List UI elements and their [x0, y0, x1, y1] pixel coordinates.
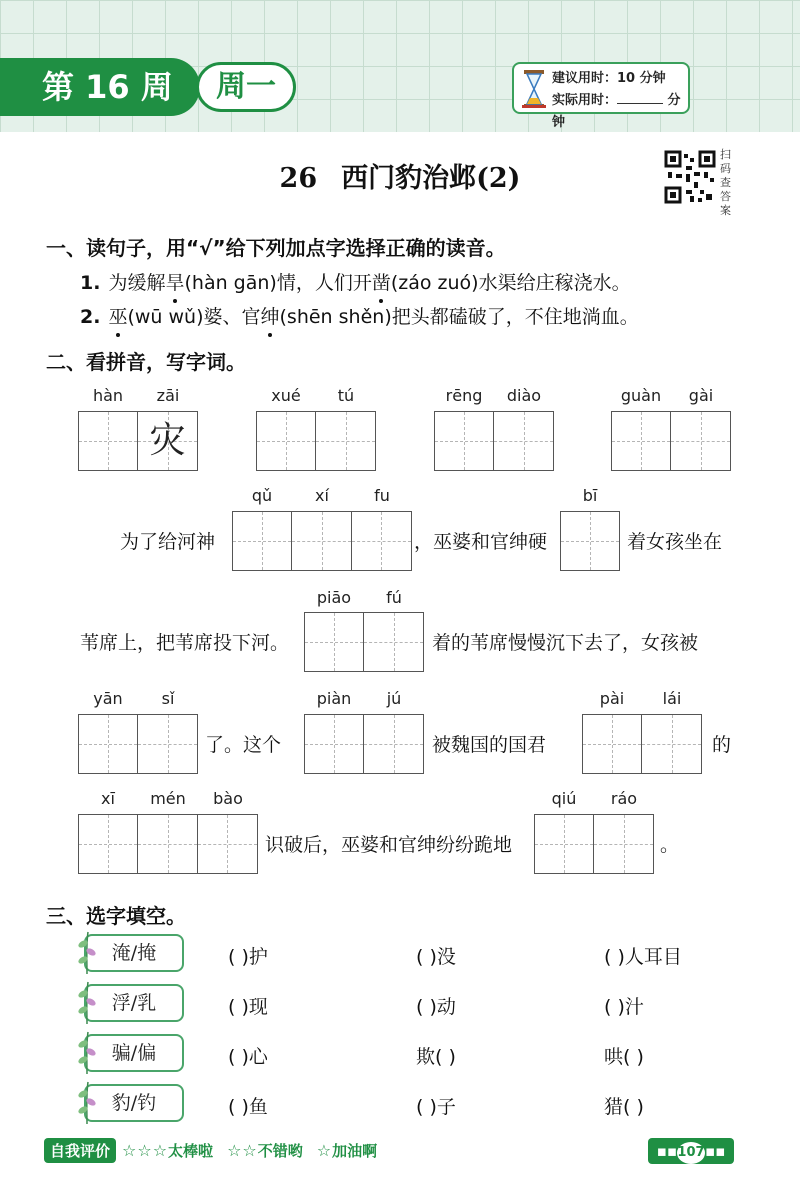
grid-cell[interactable]	[305, 715, 364, 773]
time-box	[512, 62, 690, 130]
writing-grid[interactable]	[78, 814, 258, 874]
week-label: 第 16 周	[0, 58, 200, 116]
grid-cell[interactable]	[352, 512, 411, 570]
fill-blank[interactable]: ( )子	[416, 1096, 456, 1118]
grid-cell[interactable]	[138, 815, 197, 873]
page-number: ▪▪107▪▪	[648, 1138, 734, 1164]
pinyin: guàn	[620, 386, 662, 405]
fill-blank[interactable]: ( )鱼	[228, 1096, 268, 1118]
actual-time-blank[interactable]	[617, 90, 663, 104]
lesson-title: 26 西门豹治邺(2)	[279, 163, 521, 194]
sentence-text: 了。这个	[205, 734, 282, 756]
filled-character: 灾	[149, 420, 186, 461]
grid-cell[interactable]	[257, 412, 316, 470]
grid-cell[interactable]	[594, 815, 653, 873]
grid-cell[interactable]	[612, 412, 671, 470]
sentence-text: 苇席上，把苇席投下河。	[80, 632, 290, 654]
pinyin: bào	[213, 789, 243, 808]
plant-icon	[76, 980, 98, 1024]
star-icon[interactable]: ☆	[316, 1140, 333, 1160]
pinyin: rēng	[445, 386, 483, 405]
pinyin: yān	[93, 689, 123, 708]
writing-grid[interactable]	[78, 714, 198, 774]
day-label: 周一	[196, 62, 296, 112]
grid-cell[interactable]	[494, 412, 553, 470]
writing-grid[interactable]	[534, 814, 654, 874]
sentence-text: 识破后，巫婆和官绅纷纷跪地	[265, 834, 513, 856]
grid-cell[interactable]	[79, 412, 138, 470]
pinyin: pài	[599, 689, 625, 708]
actual-time: 实际用时： 分钟	[552, 90, 688, 134]
fill-blank[interactable]: ( )没	[416, 946, 456, 968]
fill-blank[interactable]: ( )汁	[604, 996, 644, 1018]
writing-grid[interactable]	[232, 511, 412, 571]
pinyin: qǔ	[251, 486, 273, 505]
qr-label: 扫码查答案	[720, 148, 731, 217]
grid-cell[interactable]	[364, 715, 423, 773]
grid-cell[interactable]	[79, 715, 138, 773]
grid-cell[interactable]	[316, 412, 375, 470]
section1-title: 一、读句子，用“√”给下列加点字选择正确的读音。	[46, 236, 506, 260]
grid-cell[interactable]	[292, 512, 351, 570]
fill-blank[interactable]: 欺( )	[416, 1046, 456, 1068]
sentence-text: 着女孩坐在	[627, 531, 723, 553]
pinyin: piāo	[316, 588, 352, 607]
grid-cell[interactable]	[642, 715, 701, 773]
grid-cell[interactable]	[198, 815, 257, 873]
dotted-char: 巫	[108, 306, 128, 328]
fill-blank[interactable]: ( )心	[228, 1046, 268, 1068]
pinyin: sǐ	[161, 689, 175, 708]
sentence-text: ，巫婆和官绅硬	[414, 531, 548, 553]
grid-cell[interactable]	[583, 715, 642, 773]
section2-title: 二、看拼音，写字词。	[46, 350, 246, 374]
grid-cell[interactable]	[138, 715, 197, 773]
pinyin: piàn	[316, 689, 352, 708]
star-icon[interactable]: ☆☆☆	[122, 1140, 169, 1160]
dotted-char: 旱	[165, 272, 185, 294]
writing-grid[interactable]	[256, 411, 376, 471]
plant-icon	[76, 1080, 98, 1124]
char-option-box: 骗/偏	[84, 1034, 184, 1072]
pinyin: gài	[688, 386, 714, 405]
grid-cell[interactable]	[233, 512, 292, 570]
writing-grid[interactable]	[611, 411, 731, 471]
pinyin: xī	[101, 789, 115, 808]
writing-grid[interactable]	[304, 612, 424, 672]
pinyin: tú	[337, 386, 355, 405]
grid-cell[interactable]	[561, 512, 619, 570]
pinyin: fú	[386, 588, 402, 607]
grid-cell[interactable]	[79, 815, 138, 873]
sentence-text: 着的苇席慢慢沉下去了，女孩被	[432, 632, 699, 654]
pinyin: zāi	[156, 386, 180, 405]
writing-grid[interactable]	[304, 714, 424, 774]
hourglass-icon	[522, 70, 546, 108]
fill-blank[interactable]: ( )动	[416, 996, 456, 1018]
star-icon[interactable]: ☆☆	[227, 1140, 258, 1160]
pinyin: ráo	[610, 789, 638, 808]
dotted-char: 绅	[260, 306, 280, 328]
pinyin: lái	[662, 689, 682, 708]
sentence-text: 。	[660, 834, 680, 856]
fill-blank[interactable]: ( )护	[228, 946, 268, 968]
grid-cell[interactable]	[535, 815, 594, 873]
sentence-text: 的	[712, 734, 732, 756]
pinyin: xué	[271, 386, 301, 405]
dotted-char: 凿	[371, 272, 391, 294]
char-option-box: 浮/乳	[84, 984, 184, 1022]
fill-blank[interactable]: ( )人耳目	[604, 946, 682, 968]
pinyin: diào	[506, 386, 542, 405]
char-option-box: 豹/钓	[84, 1084, 184, 1122]
plant-icon	[76, 1030, 98, 1074]
writing-grid[interactable]	[78, 411, 198, 471]
pinyin: xí	[315, 486, 329, 505]
header-banner	[0, 0, 800, 132]
self-evaluation: 自我评价 ☆☆☆ 太棒啦 ☆☆ 不错哟 ☆ 加油啊	[44, 1138, 389, 1162]
qr-code-icon[interactable]	[664, 150, 716, 204]
pinyin: bī	[582, 486, 598, 505]
question-2: 2. 巫(wū wǔ)婆、官绅(shēn shěn)把头都磕破了，不住地淌血。	[80, 306, 639, 328]
grid-cell[interactable]	[435, 412, 494, 470]
fill-blank[interactable]: 猎( )	[604, 1096, 644, 1118]
writing-grid[interactable]	[434, 411, 554, 471]
grid-cell[interactable]	[305, 613, 364, 671]
sentence-text: 为了给河神	[120, 531, 216, 553]
writing-grid[interactable]	[560, 511, 620, 571]
pinyin: hàn	[92, 386, 124, 405]
plant-icon	[76, 930, 98, 974]
grid-cell[interactable]	[138, 412, 197, 470]
fill-blank[interactable]: ( )现	[228, 996, 268, 1018]
suggested-time: 建议用时：10 分钟	[552, 71, 666, 86]
fill-blank[interactable]: 哄( )	[604, 1046, 644, 1068]
pinyin: qiú	[551, 789, 577, 808]
pinyin: jú	[386, 689, 402, 708]
pinyin: fu	[374, 486, 390, 505]
section3-title: 三、选字填空。	[46, 904, 186, 928]
grid-cell[interactable]	[364, 613, 423, 671]
pinyin: mén	[150, 789, 186, 808]
char-option-box: 淹/掩	[84, 934, 184, 972]
writing-grid[interactable]	[582, 714, 702, 774]
self-eval-label: 自我评价	[44, 1138, 116, 1163]
question-1: 1. 为缓解旱(hàn gān)情，人们开凿(záo zuó)水渠给庄稼浇水。	[80, 272, 631, 294]
grid-cell[interactable]	[671, 412, 730, 470]
sentence-text: 被魏国的国君	[432, 734, 547, 756]
